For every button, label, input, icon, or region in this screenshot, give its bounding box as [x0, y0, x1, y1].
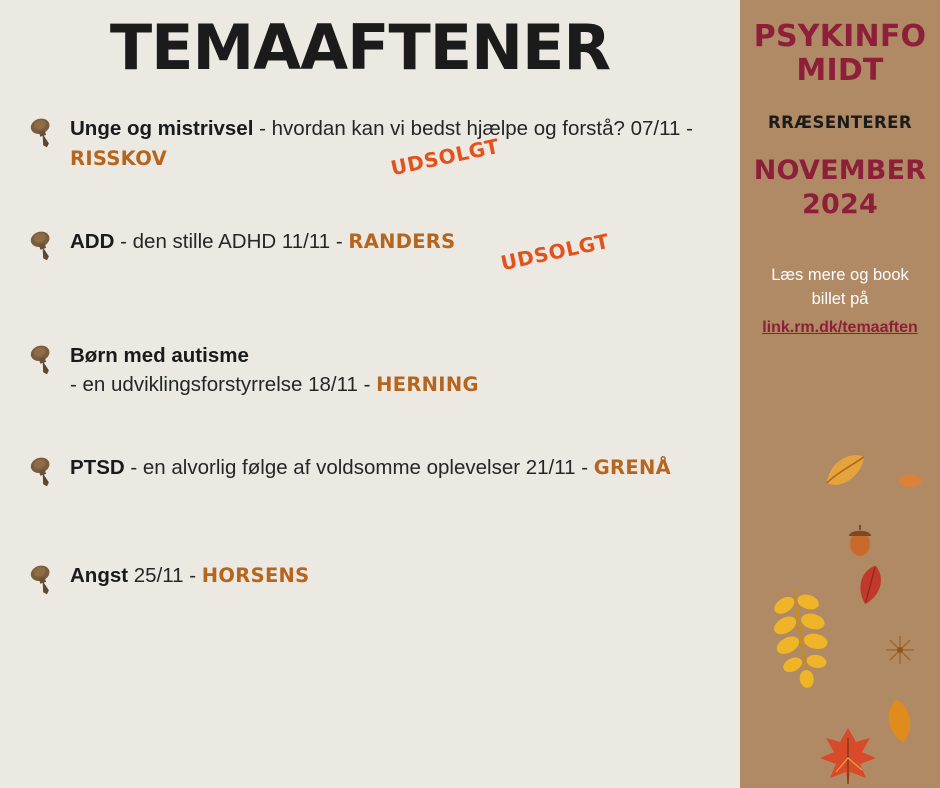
leaf-icon [885, 697, 913, 744]
event-list [0, 113, 740, 616]
event-text [70, 226, 720, 275]
event-description: - en alvorlig følge af voldsomme oplevelser 21/11 - [124, 456, 594, 480]
presents-label: RRÆSENTERER [768, 113, 912, 133]
year-label: 2024 [802, 188, 878, 220]
event-location: HORSENS [201, 564, 310, 588]
list-item[interactable] [24, 226, 720, 282]
leaf-icon [856, 563, 885, 607]
autumn-leaves-decoration [740, 440, 940, 788]
booking-line-2: billet på [811, 289, 869, 308]
event-title: ADD [70, 229, 115, 253]
pushpin-icon [24, 340, 64, 376]
status-badge: UDSOLGT [388, 134, 502, 181]
maple-leaf-icon [820, 728, 876, 786]
event-description: 25/11 - [128, 564, 202, 588]
page-title: TEMAAFTENER [109, 11, 611, 84]
event-title: PTSD [70, 456, 125, 480]
event-location: RANDERS [348, 229, 456, 253]
brand-line-2: MIDT [796, 52, 884, 88]
pushpin-icon [24, 560, 64, 596]
sidebar [740, 0, 940, 788]
event-title: Børn med autisme [70, 343, 249, 367]
brand-logo [740, 20, 940, 87]
pushpin-icon [24, 226, 64, 262]
seed-pod-icon [886, 636, 914, 664]
leaf-icon [896, 469, 924, 493]
acorn-icon [849, 525, 871, 556]
event-title: Angst [70, 564, 129, 588]
event-text [70, 113, 720, 181]
pushpin-icon [24, 113, 64, 149]
event-text [70, 560, 720, 591]
date-block [740, 154, 940, 222]
event-location: HERNING [376, 373, 479, 397]
status-badge: UDSOLGT [498, 228, 612, 275]
brand-line-1: PSYKINFO [753, 19, 927, 54]
event-title: Unge og mistrivsel [70, 117, 254, 141]
event-text [70, 340, 720, 400]
leaf-icon [766, 582, 836, 692]
booking-info [740, 264, 940, 339]
list-item[interactable] [24, 452, 720, 508]
event-location: RISSKOV [70, 147, 167, 171]
event-location: GRENÅ [593, 456, 672, 480]
event-description: - en udviklingsforstyrrelse 18/11 - [70, 373, 377, 397]
booking-link[interactable]: link.rm.dk/temaaften [762, 318, 918, 336]
list-item[interactable] [24, 113, 720, 181]
leaf-icon [821, 451, 870, 488]
pushpin-icon [24, 452, 64, 488]
list-item[interactable] [24, 560, 720, 616]
booking-line-1: Læs mere og book [771, 265, 909, 284]
event-description: - hvordan kan vi bedst hjælpe og forstå? 07/11 - [253, 117, 693, 141]
event-description: - den stille ADHD 11/11 - [114, 229, 349, 253]
list-item[interactable] [24, 340, 720, 400]
month-label: NOVEMBER [753, 155, 927, 187]
event-text [70, 452, 720, 483]
